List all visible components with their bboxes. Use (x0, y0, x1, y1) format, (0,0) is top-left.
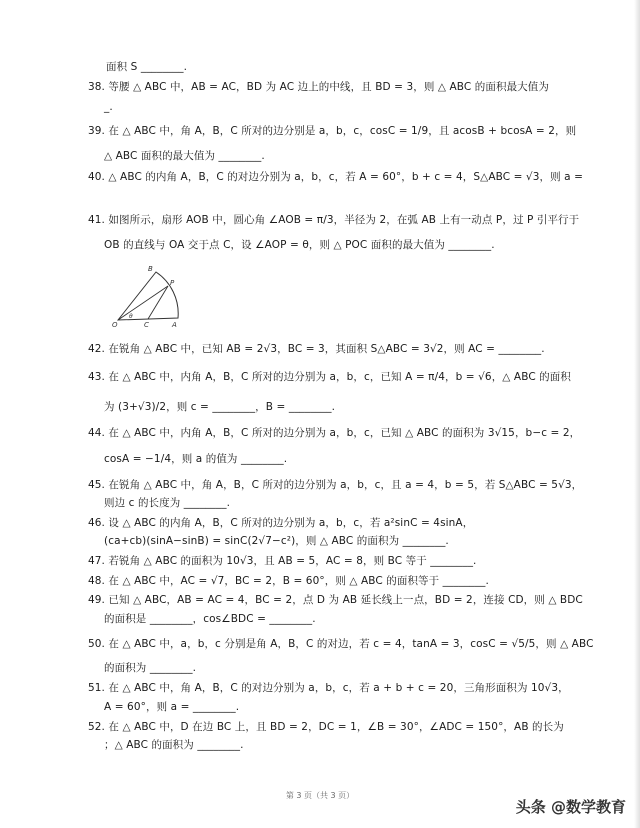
question-44: 44. 在 △ ABC 中，内角 A，B，C 所对的边分别为 a，b，c，已知 △ ABC 的面积为 3√15，b−c = 2， (88, 427, 581, 439)
text-line: 为 (3+√3)/2，则 c = ________，B = ________. (104, 401, 336, 413)
question-38: 38. 等腰 △ ABC 中，AB = AC，BD 为 AC 边上的中线，且 BD = 3，则 △ ABC 的面积最大值为 (88, 81, 549, 93)
text-line: 的面积是 ________，cos∠BDC = ________. (104, 613, 316, 625)
label-a: A (172, 321, 177, 328)
segment-pc (148, 286, 168, 319)
text-line: cosA = −1/4，则 a 的值为 ________. (104, 453, 288, 465)
question-50: 50. 在 △ ABC 中，a，b，c 分别是角 A，B，C 的对边，若 c = 4，tanA = 3，cosC = √5/5，则 △ ABC (88, 638, 594, 650)
question-48: 48. 在 △ ABC 中，AC = √7，BC = 2，B = 60°，则 △ ABC 的面积等于 ________. (88, 575, 489, 587)
question-46: 46. 设 △ ABC 的内角 A，B，C 所对的边分别为 a，b，c，若 a²sinC = 4sinA， (88, 517, 474, 529)
question-52: 52. 在 △ ABC 中，D 在边 BC 上，且 BD = 2，DC = 1，∠B = 30°，∠ADC = 150°，AB 的长为 (88, 721, 564, 733)
segment-op (118, 286, 168, 320)
question-51: 51. 在 △ ABC 中，角 A，B，C 的对边分别为 a，b，c，若 a + b + c = 20，三角形面积为 10√3， (88, 682, 569, 694)
text-line: A = 60°，则 a = ________. (104, 701, 240, 713)
question-41: 41. 如图所示，扇形 AOB 中，圆心角 ∠AOB = π/3，半径为 2，在弧 AB 上有一动点 P，过 P 引平行于 (88, 214, 580, 226)
page-footer: 第 3 页（共 3 页） (285, 791, 355, 800)
label-o: O (112, 321, 118, 328)
text-line: 则边 c 的长度为 ________. (104, 497, 231, 509)
page-edge-shadow (634, 0, 640, 828)
question-49: 49. 已知 △ ABC，AB = AC = 4，BC = 2，点 D 为 AB 延长线上一点，BD = 2，连接 CD，则 △ BDC (88, 594, 583, 606)
question-45: 45. 在锐角 △ ABC 中，角 A，B，C 所对的边分别为 a，b，c，且 a = 4，b = 5，若 S△ABC = 5√3， (88, 479, 583, 491)
text-line: (ca+cb)(sinA−sinB) = sinC(2√7−c²)，则 △ ABC 的面积为 ________. (104, 535, 449, 547)
text-line: ；△ ABC 的面积为 ________. (104, 739, 244, 751)
question-42: 42. 在锐角 △ ABC 中，已知 AB = 2√3，BC = 3，其面积 S△ABC = 3√2，则 AC = ________. (88, 343, 545, 355)
sector-figure (112, 262, 186, 328)
watermark: 头条 @数学教育 (515, 798, 626, 816)
text-line: 面积 S ________. (106, 61, 188, 73)
question-39: 39. 在 △ ABC 中，角 A，B，C 所对的边分别是 a，b，c，cosC = 1/9，且 acosB + bcosA = 2，则 (88, 125, 577, 137)
text-line: _. (104, 101, 113, 113)
question-47: 47. 若锐角 △ ABC 的面积为 10√3，且 AB = 5，AC = 8，则 BC 等于 ________. (88, 555, 477, 567)
question-40: 40. △ ABC 的内角 A，B，C 的对边分别为 a，b，c，若 A = 60°，b + c = 4，S△ABC = √3，则 a = (88, 171, 584, 183)
text-line: 的面积为 ________. (104, 662, 197, 674)
text-line: OB 的直线与 OA 交于点 C，设 ∠AOP = θ，则 △ POC 面积的最大值为 ________. (104, 239, 495, 251)
text-line: △ ABC 面积的最大值为 ________. (104, 150, 265, 162)
label-c: C (144, 321, 149, 328)
label-b: B (148, 265, 153, 273)
question-43: 43. 在 △ ABC 中，内角 A，B，C 所对的边分别为 a，b，c，已知 A = π/4，b = √6，△ ABC 的面积 (88, 371, 571, 383)
label-p: P (170, 279, 175, 287)
label-theta: θ (129, 313, 133, 320)
